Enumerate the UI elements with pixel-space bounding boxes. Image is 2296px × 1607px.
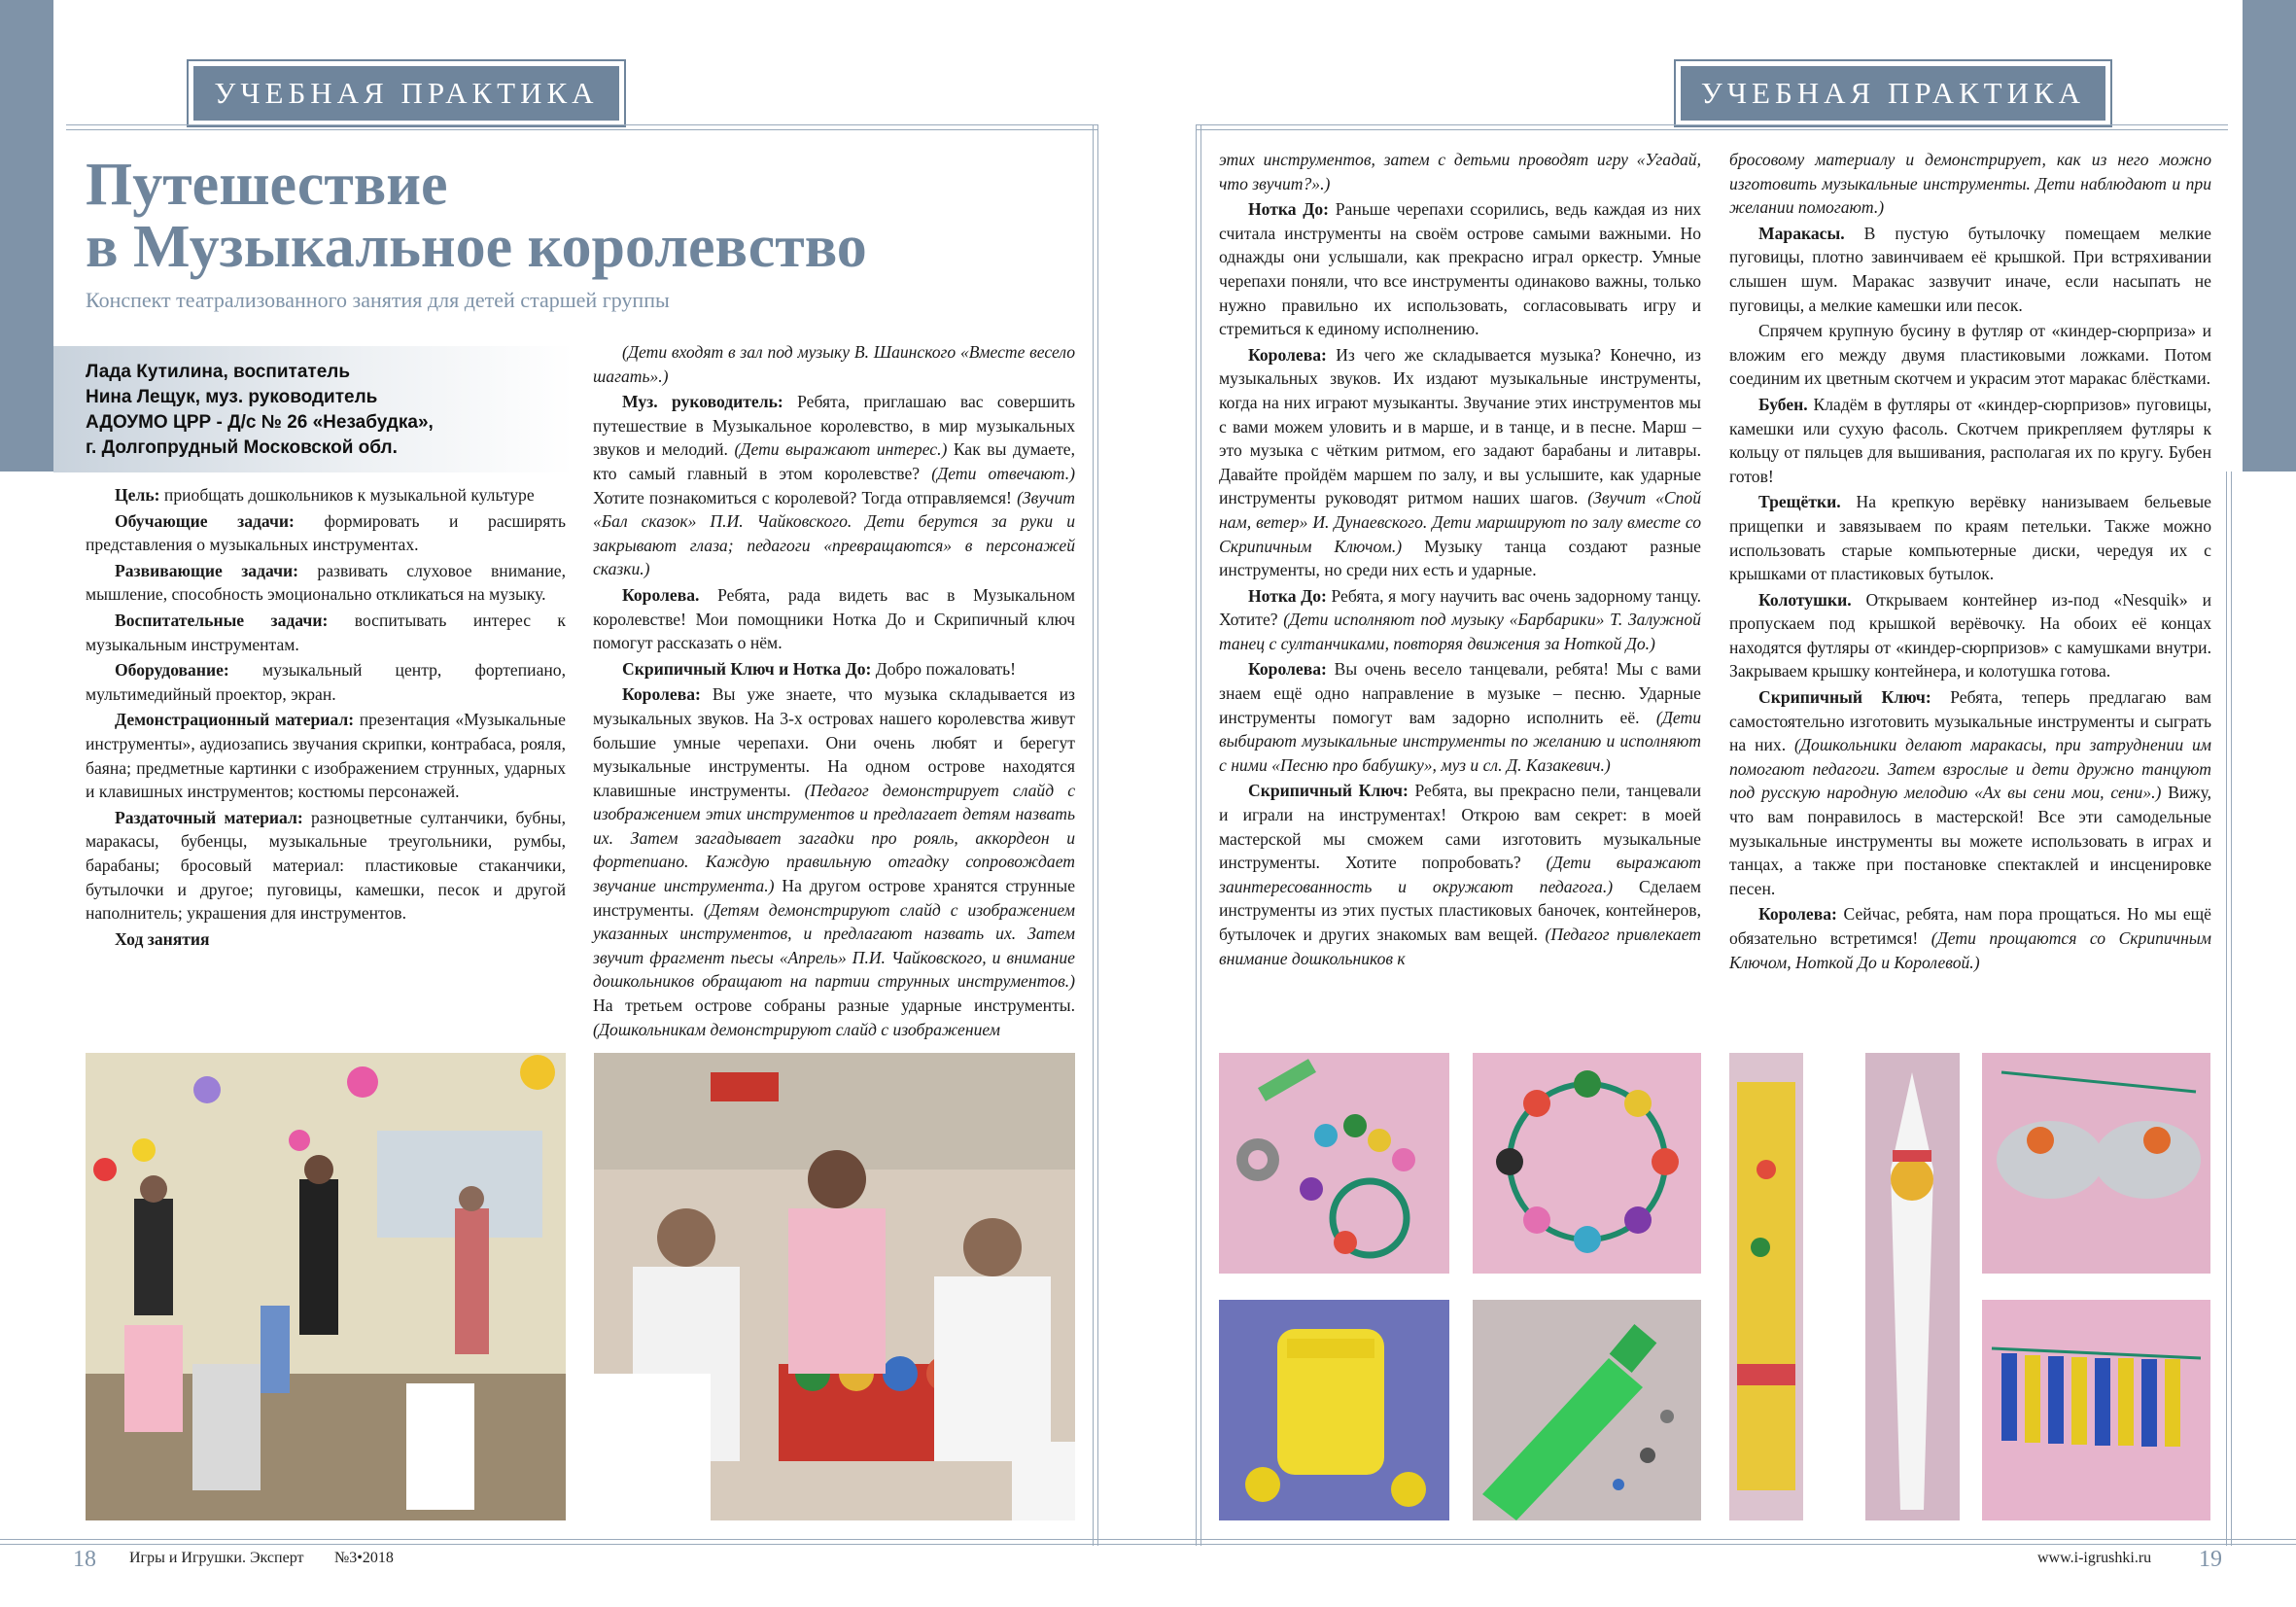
- frame-line: [1093, 124, 1098, 1546]
- text-column-1: [86, 483, 566, 953]
- photo-illustration: [1982, 1300, 2210, 1520]
- frame-line: [1196, 124, 1201, 1546]
- paragraph: Цель: приобщать дошкольников к музыкальной культуре: [115, 485, 535, 505]
- authors-block: [86, 360, 572, 461]
- section-label-right: УЧЕБНАЯ ПРАКТИКА: [1681, 66, 2105, 121]
- paragraph: Развивающие задачи: развивать слуховое внимание, мышление, способность эмоционально откликаться на музыку.: [86, 560, 566, 605]
- photo-bottle-maracas: [1473, 1300, 1701, 1520]
- right-color-bar: [2243, 0, 2296, 472]
- photo-maracas-spoons: [1865, 1053, 1960, 1520]
- paragraph: (Дети входят в зал под музыку В. Шаинского «Вместе весело шагать».): [593, 342, 1075, 386]
- paragraph: Воспитательные задачи: воспитывать интерес к музыкальным инструментам.: [86, 610, 566, 654]
- issue-number: №3•2018: [334, 1550, 394, 1566]
- author-line: г. Долгопрудный Московской обл.: [86, 437, 398, 458]
- paragraph: этих инструментов, затем с детьми проводят игру «Угадай, что звучит?».): [1219, 150, 1701, 193]
- photo-nesquik-beater: [1219, 1300, 1449, 1520]
- author-line: Нина Лещук, муз. руководитель: [86, 387, 378, 407]
- photo-craft-materials: [1219, 1053, 1449, 1274]
- photo-tambourine: [1473, 1053, 1701, 1274]
- paragraph: Скрипичный Ключ: Ребята, теперь предлагаю вам самостоятельно изготовить музыкальные инструменты и сыграть на них. (Дошкольники делают маракасы, при затруднении им помогают педагоги. Затем взрослые и дети дружно танцуют под русскую народную мелодию «Ах вы сени мои, сени».) Вижу, что вам понравилось в мастерской! Все эти самодельные музыкальные инструменты вы можете использовать в играх и танцах, а также при постановке спектаклей и инсценировке песен.: [1729, 687, 2211, 898]
- photo-cd-rattle: [1982, 1053, 2210, 1274]
- paragraph: Скрипичный Ключ и Нотка До: Добро пожаловать!: [622, 658, 1016, 679]
- section-heading: Ход занятия: [115, 928, 210, 949]
- paragraph: Королева: Из чего же складывается музыка? Конечно, из музыкальных звуков. Их издают музыкальные инструменты, когда на них играют музыканты. Звучание этих инструментов мы с вами можем уловить и в марше, и в танце, и в песне. Марш – это музыка с чётким ритмом, его задают барабаны и литавры. Давайте пройдём маршем по залу, и вы услышите, как ударные инструменты руководят ритмом наших шагов. (Звучит «Спой нам, ветер» И. Дунаевского. Дети маршируют по залу вместе со Скрипичным Ключом.) Музыку танца создают разные инструменты, но среди них есть и ударные.: [1219, 344, 1702, 580]
- paragraph: Нотка До: Раньше черепахи ссорились, ведь каждая из них считала инструменты на своём острове самыми важными. Но однажды они услышали, как прекрасно играл оркестр. Умные черепахи поняли, что все инструменты одинаково важны, только нужно правильно их использовать, согласовывать игру и стремиться к единому исполнению.: [1219, 199, 1701, 339]
- photo-children-dancing: [86, 1053, 566, 1520]
- paragraph: Муз. руководитель: Ребята, приглашаю вас совершить путешествие в Музыкальное королевство, в мир музыкальных звуков и мелодий. (Дети выражают интерес.) Как вы думаете, кто самый главный в этом королевстве? (Дети отвечают.) Хотите познакомиться с королевой? Тогда отправляемся! (Звучит «Бал сказок» П.И. Чайковского. Дети берутся за руки и закрывают глаза; педагоги «превращаются» в персонажей сказки.): [593, 392, 1076, 579]
- magazine-name: Игры и Игрушки. Эксперт: [129, 1550, 304, 1566]
- section-label-left: УЧЕБНАЯ ПРАКТИКА: [193, 66, 619, 121]
- paragraph: Королева. Ребята, рада видеть вас в Музыкальном королевстве! Мои помощники Нотка До и Скрипичный ключ помогут рассказать о нём.: [593, 584, 1075, 653]
- paragraph: Королева: Вы очень весело танцевали, ребята! Мы с вами знаем ещё одно направление в музыке – песню. Ударные инструменты помогут вам задорно исполнить её. (Дети выбирают музыкальные инструменты по желанию и исполняют с ними «Песню про бабушку», муз и сл. Д. Казакевич.): [1219, 659, 1701, 775]
- paragraph: Королева: Вы уже знаете, что музыка складывается из музыкальных звуков. На 3-х островах нашего королевства живут большие умные черепахи. Они очень любят и берегут музыкальные инструменты. На одном острове находятся клавишные инструменты. (Педагог демонстрирует слайд с изображением этих инструментов и предлагает детям назвать их. Затем загадывает загадки про рояль, аккордеон и фортепиано. Каждую правильную отгадку сопровождает звучание инструмента.) На другом острове хранятся струнные инструменты. (Детям демонстрируют слайд с изображением указанных инструментов, и предлагают назвать их. Затем звучит фрагмент пьесы «Апрель» П.И. Чайковского, и внимание дошкольников обращают на партии струнных инструментов.) На третьем острове собраны разные ударные инструменты. (Дошкольникам демонстрируют слайд с изображением: [593, 684, 1076, 1039]
- photo-illustration: [1219, 1300, 1449, 1520]
- paragraph: Трещётки. На крепкую верёвку нанизываем бельевые прищепки и завязываем по краям петельки. Также можно использовать старые компьютерные диски, чередуя их с крышками от пластиковых бутылок.: [1729, 492, 2211, 584]
- photo-children-crafting: [594, 1053, 1075, 1520]
- paragraph: Нотка До: Ребята, я могу научить вас очень задорному танцу. Хотите? (Дети исполняют под музыку «Барбарики» Т. Залужной танец с султанчиками, повторяя движения за Ноткой До.): [1219, 585, 1702, 653]
- photo-rattle-container: [1729, 1053, 1803, 1520]
- paragraph: Демонстрационный материал: презентация «Музыкальные инструменты», аудиозапись звучания скрипки, контрабаса, рояля, баяна; предметные картинки с изображением струнных, ударных и клавишных инструментов; костюмы персонажей.: [86, 710, 566, 802]
- paragraph: Обучающие задачи: формировать и расширять представления о музыкальных инструментах.: [86, 510, 567, 555]
- photo-illustration: [1865, 1053, 1960, 1520]
- author-line: АДОУМО ЦРР - Д/с № 26 «Незабудка»,: [86, 412, 434, 433]
- paragraph: Спрячем крупную бусину в футляр от «киндер-сюрприза» и вложим его между двумя пластиковыми ложками. Потом соединим их цветным скотчем и украсим этот маракас блёстками.: [1729, 321, 2211, 389]
- paragraph: Маракасы. В пустую бутылочку помещаем мелкие пуговицы, плотно завинчиваем её крышкой. При встряхивании слышен шум. Маракас зазвучит иначе, если насыпать не пуговицы, а мелкие камешки или песок.: [1729, 223, 2211, 315]
- text-column-2: [593, 340, 1075, 1043]
- author-line: Лада Кутилина, воспитатель: [86, 362, 351, 382]
- article-subtitle: Конспект театрализованного занятия для детей старшей группы: [86, 288, 670, 312]
- website-link[interactable]: www.i-igrushki.ru: [2037, 1550, 2152, 1566]
- photo-clothespin-rattle: [1982, 1300, 2210, 1520]
- title-line: Путешествие: [86, 152, 448, 218]
- photo-illustration: [1219, 1053, 1449, 1274]
- page-number-right: 19: [2199, 1547, 2222, 1572]
- left-color-bar: [0, 0, 53, 472]
- photo-illustration: [594, 1053, 1075, 1520]
- frame-line: [66, 124, 1098, 130]
- paragraph: Раздаточный материал: разноцветные султанчики, бубны, маракасы, бубенцы, музыкальные треугольники, румбы, барабаны; бросовый материал: пластиковые стаканчики, бутылочки и другое; пуговицы, камешки, песок и другой наполнитель; украшения для инструментов.: [86, 807, 566, 924]
- paragraph: Бубен. Кладём в футляры от «киндер-сюрпризов» пуговицы, камешки или сухую фасоль. Скотчем прикрепляем футляры к кольцу от пяльцев для вышивания, располагая их по кругу. Бубен готов!: [1729, 394, 2211, 486]
- paragraph: бросовому материалу и демонстрирует, как из него можно изготовить музыкальные инструменты. Дети наблюдают и при желании помогают.): [1729, 150, 2211, 218]
- title-line: в Музыкальное королевство: [86, 214, 867, 280]
- photo-illustration: [1473, 1300, 1701, 1520]
- photo-illustration: [86, 1053, 566, 1520]
- text-column-4: [1729, 148, 2211, 976]
- frame-line: [1196, 124, 2228, 130]
- text-column-3: [1219, 148, 1701, 972]
- article-title: [86, 154, 1058, 278]
- paragraph: Скрипичный Ключ: Ребята, вы прекрасно пели, танцевали и играли на инструментах! Открою вам секрет: в моей мастерской мы сможем сами изготовить музыкальные инструменты. Хотите попробовать? (Дети выражают заинтересованность и окружают педагога.) Сделаем инструменты из этих пустых пластиковых баночек, контейнеров, бутылочек и других знакомых вам вещей. (Педагог привлекает внимание дошкольников к: [1219, 781, 1702, 968]
- footer-rule: [0, 1539, 2296, 1545]
- page-number-left: 18: [73, 1547, 96, 1572]
- photo-illustration: [1729, 1053, 1803, 1520]
- frame-line: [2226, 472, 2232, 1546]
- paragraph: Королева: Сейчас, ребята, нам пора прощаться. Но мы ещё обязательно встретимся! (Дети прощаются со Скрипичным Ключом, Ноткой До и Королевой.): [1729, 904, 2211, 972]
- photo-illustration: [1982, 1053, 2210, 1274]
- photo-illustration: [1473, 1053, 1701, 1274]
- paragraph: Оборудование: музыкальный центр, фортепиано, мультимедийный проектор, экран.: [86, 660, 566, 704]
- paragraph: Колотушки. Открываем контейнер из-под «Nesquik» и пропускаем под крышкой верёвочку. На обоих её концах находятся футляры от «киндер-сюрпризов» с камушками внутри. Закрываем крышку контейнера, и колотушка готова.: [1729, 589, 2211, 681]
